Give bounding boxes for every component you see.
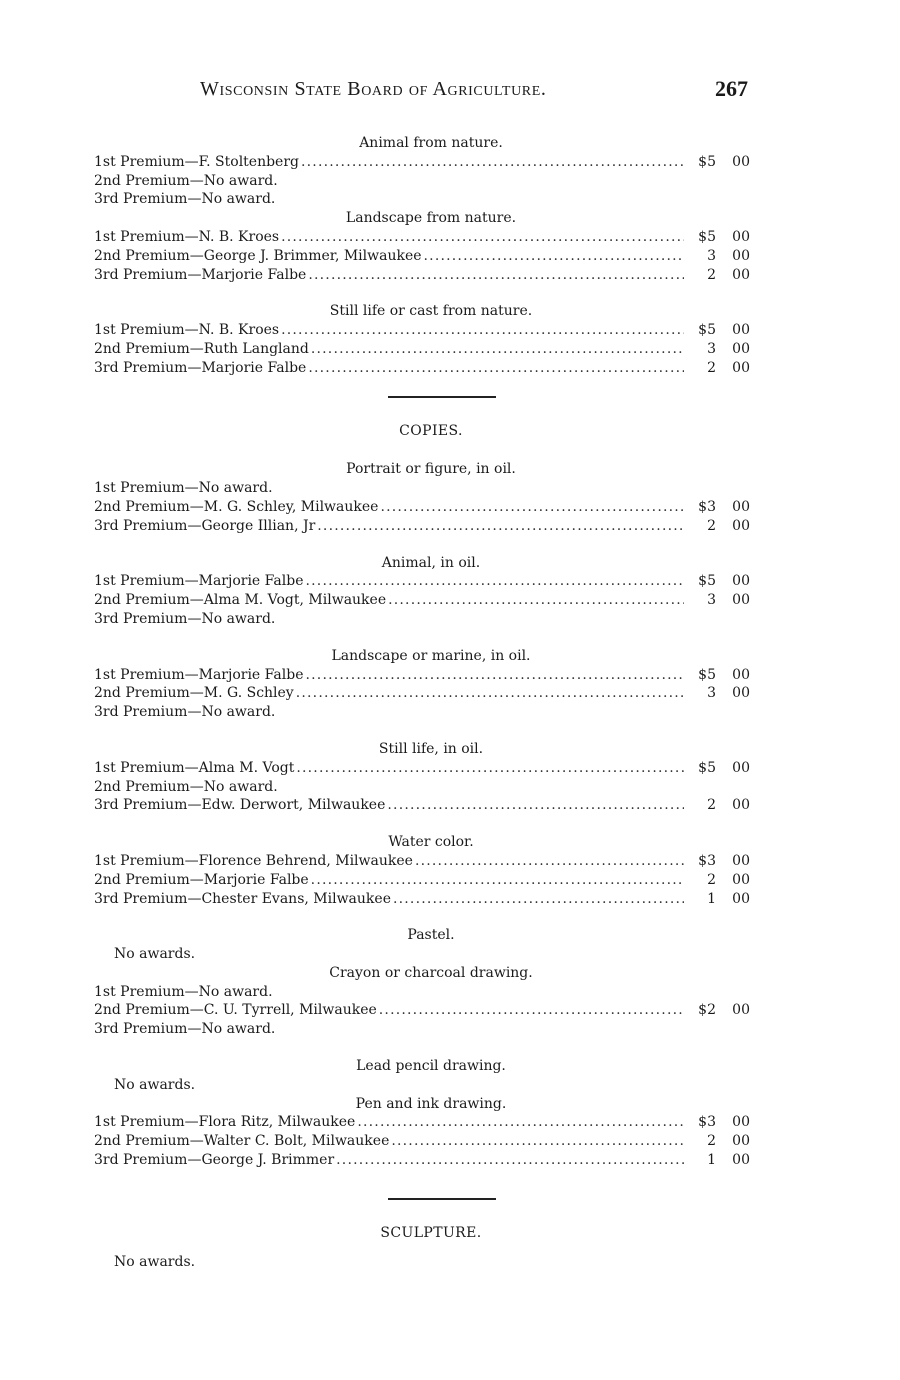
award-amount <box>686 666 750 685</box>
running-title: Wisconsin State Board of Agriculture. <box>200 78 547 100</box>
amount-dollars: $3 <box>698 1114 716 1131</box>
dot-leader <box>281 228 684 247</box>
award-rows <box>94 572 750 628</box>
award-label: 1st Premium—Flora Ritz, Milwaukee <box>94 1114 356 1131</box>
award-amount <box>686 890 750 909</box>
amount-dollars: 2 <box>707 1133 716 1150</box>
amount-cents: 00 <box>732 266 750 283</box>
award-amount <box>686 340 750 359</box>
dot-leader <box>379 1001 684 1020</box>
award-label: 1st Premium—No award. <box>94 480 273 497</box>
award-label: 2nd Premium—No award. <box>94 778 278 795</box>
award-row <box>94 1151 750 1170</box>
award-amount <box>686 498 750 517</box>
award-amount <box>686 266 750 285</box>
amount-cents: 00 <box>732 517 750 534</box>
award-label: 1st Premium—N. B. Kroes <box>94 228 280 245</box>
dot-leader <box>308 359 684 378</box>
amount-dollars: 2 <box>707 797 716 814</box>
award-amount <box>686 359 750 378</box>
award-label: 2nd Premium—Ruth Langland <box>94 340 309 357</box>
award-row <box>94 1113 750 1132</box>
section-title: Animal from nature. <box>359 135 503 151</box>
dot-leader <box>388 591 684 610</box>
section-title: Crayon or charcoal drawing. <box>329 964 533 981</box>
dot-leader <box>311 871 684 890</box>
amount-dollars: $5 <box>698 322 716 339</box>
amount-dollars: $5 <box>698 228 716 245</box>
award-amount <box>686 1113 750 1132</box>
award-row <box>94 1132 750 1151</box>
no-awards-note: No awards. <box>114 946 196 963</box>
amount-cents: 00 <box>732 871 750 888</box>
section-title: Animal, in oil. <box>381 554 481 571</box>
amount-dollars: $3 <box>698 498 716 515</box>
section-title: Still life or cast from nature. <box>329 303 533 320</box>
award-row <box>94 340 750 359</box>
amount-cents: 00 <box>732 592 750 609</box>
award-row <box>94 498 750 517</box>
award-amount <box>686 852 750 871</box>
dot-leader <box>393 890 684 909</box>
dot-leader <box>424 247 684 266</box>
award-row <box>94 684 750 703</box>
award-label: 1st Premium—Alma M. Vogt <box>94 759 295 776</box>
award-amount <box>686 1151 750 1170</box>
category-heading: SCULPTURE. <box>380 1224 482 1241</box>
amount-cents: 00 <box>732 852 750 869</box>
amount-dollars: $5 <box>698 573 716 590</box>
award-label: 2nd Premium—M. G. Schley <box>94 685 294 702</box>
award-rows <box>94 852 750 908</box>
award-amount <box>686 759 750 778</box>
amount-dollars: 3 <box>707 340 716 357</box>
amount-dollars: 3 <box>707 247 716 264</box>
awards-list <box>94 134 750 1271</box>
amount-dollars: 1 <box>707 1152 716 1169</box>
award-amount <box>686 871 750 890</box>
amount-cents: 00 <box>732 322 750 339</box>
amount-cents: 00 <box>732 1133 750 1150</box>
award-row <box>94 852 750 871</box>
award-row <box>94 703 750 722</box>
amount-cents: 00 <box>732 247 750 264</box>
award-label: 3rd Premium—No award. <box>94 704 276 721</box>
section-title: Water color. <box>388 834 474 851</box>
amount-cents: 00 <box>732 498 750 515</box>
section-title: Pen and ink drawing. <box>355 1095 507 1112</box>
amount-dollars: $5 <box>698 759 716 776</box>
award-amount <box>686 153 750 172</box>
section-title: Lead pencil drawing. <box>356 1058 506 1075</box>
award-row <box>94 321 750 340</box>
award-label: 3rd Premium—Marjorie Falbe <box>94 359 307 376</box>
award-row <box>94 247 750 266</box>
award-row <box>94 666 750 685</box>
amount-cents: 00 <box>732 573 750 590</box>
award-label: 3rd Premium—Edw. Derwort, Milwaukee <box>94 797 386 814</box>
award-label: 1st Premium—N. B. Kroes <box>94 322 280 339</box>
award-rows <box>94 153 750 209</box>
award-rows <box>94 666 750 722</box>
dot-leader <box>391 1132 684 1151</box>
award-label: 1st Premium—No award. <box>94 983 273 1000</box>
award-label: 2nd Premium—Walter C. Bolt, Milwaukee <box>94 1133 390 1150</box>
amount-dollars: 2 <box>707 871 716 888</box>
award-row <box>94 871 750 890</box>
amount-cents: 00 <box>732 153 750 170</box>
award-label: 3rd Premium—Chester Evans, Milwaukee <box>94 890 391 907</box>
award-amount <box>686 684 750 703</box>
award-label: 1st Premium—F. Stoltenberg <box>94 153 299 170</box>
amount-dollars: 2 <box>707 359 716 376</box>
award-rows <box>94 759 750 815</box>
award-row <box>94 759 750 778</box>
amount-dollars: 2 <box>707 266 716 283</box>
award-row <box>94 1020 750 1039</box>
award-row <box>94 517 750 536</box>
amount-cents: 00 <box>732 1114 750 1131</box>
amount-dollars: 3 <box>707 685 716 702</box>
award-rows <box>94 479 750 535</box>
dot-leader <box>415 852 684 871</box>
dot-leader <box>311 340 684 359</box>
amount-dollars: $5 <box>698 666 716 683</box>
award-row <box>94 572 750 591</box>
section-title: Pastel. <box>407 927 455 944</box>
award-rows <box>94 321 750 377</box>
amount-cents: 00 <box>732 1152 750 1169</box>
dot-leader <box>296 684 684 703</box>
award-amount <box>686 796 750 815</box>
dot-leader <box>380 498 684 517</box>
award-label: 1st Premium—Florence Behrend, Milwaukee <box>94 852 413 869</box>
dot-leader <box>357 1113 684 1132</box>
section-divider <box>388 1198 496 1200</box>
amount-cents: 00 <box>732 890 750 907</box>
award-label: 2nd Premium—C. U. Tyrrell, Milwaukee <box>94 1002 377 1019</box>
category-heading: COPIES. <box>399 422 463 439</box>
award-row <box>94 228 750 247</box>
award-row <box>94 172 750 191</box>
amount-dollars: 2 <box>707 517 716 534</box>
section-title: Landscape or marine, in oil. <box>331 647 531 664</box>
award-label: 3rd Premium—George Illian, Jr <box>94 517 316 534</box>
award-row <box>94 1001 750 1020</box>
amount-dollars: $2 <box>698 1002 716 1019</box>
no-awards-note: No awards. <box>114 1076 196 1093</box>
dot-leader <box>296 759 684 778</box>
award-amount <box>686 572 750 591</box>
award-label: 2nd Premium—No award. <box>94 172 278 189</box>
award-row <box>94 266 750 285</box>
award-row <box>94 591 750 610</box>
amount-dollars: $3 <box>698 852 716 869</box>
amount-cents: 00 <box>732 340 750 357</box>
amount-dollars: 1 <box>707 890 716 907</box>
award-label: 1st Premium—Marjorie Falbe <box>94 573 304 590</box>
award-amount <box>686 1132 750 1151</box>
no-awards-note: No awards. <box>114 1253 196 1270</box>
award-rows <box>94 228 750 284</box>
award-row <box>94 479 750 498</box>
page-number: 267 <box>715 76 748 101</box>
dot-leader <box>336 1151 684 1170</box>
amount-dollars: $5 <box>698 153 716 170</box>
dot-leader <box>281 321 684 340</box>
award-amount <box>686 247 750 266</box>
amount-cents: 00 <box>732 359 750 376</box>
award-label: 3rd Premium—No award. <box>94 191 276 208</box>
award-label: 3rd Premium—No award. <box>94 610 276 627</box>
award-amount <box>686 228 750 247</box>
section-title: Landscape from nature. <box>345 210 517 227</box>
amount-cents: 00 <box>732 228 750 245</box>
award-label: 2nd Premium—George J. Brimmer, Milwaukee <box>94 247 422 264</box>
award-row <box>94 796 750 815</box>
award-rows <box>94 983 750 1039</box>
dot-leader <box>387 796 684 815</box>
section-title: Still life, in oil. <box>378 740 484 757</box>
dot-leader <box>317 517 684 536</box>
dot-leader <box>306 572 685 591</box>
dot-leader <box>306 666 685 685</box>
award-amount <box>686 517 750 536</box>
amount-cents: 00 <box>732 1002 750 1019</box>
amount-cents: 00 <box>732 685 750 702</box>
section-divider <box>388 396 496 398</box>
amount-cents: 00 <box>732 797 750 814</box>
award-row <box>94 359 750 378</box>
dot-leader <box>301 153 684 172</box>
award-row <box>94 153 750 172</box>
award-label: 3rd Premium—No award. <box>94 1021 276 1038</box>
award-row <box>94 190 750 209</box>
award-amount <box>686 1001 750 1020</box>
award-label: 2nd Premium—Marjorie Falbe <box>94 871 309 888</box>
award-row <box>94 890 750 909</box>
award-row <box>94 983 750 1002</box>
award-amount <box>686 591 750 610</box>
page-header <box>200 78 750 106</box>
award-amount <box>686 321 750 340</box>
award-label: 2nd Premium—Alma M. Vogt, Milwaukee <box>94 592 387 609</box>
award-label: 2nd Premium—M. G. Schley, Milwaukee <box>94 498 379 515</box>
section-title: Portrait or figure, in oil. <box>346 461 516 478</box>
award-row <box>94 610 750 629</box>
amount-cents: 00 <box>732 666 750 683</box>
award-rows <box>94 1113 750 1169</box>
amount-cents: 00 <box>732 759 750 776</box>
award-label: 1st Premium—Marjorie Falbe <box>94 666 304 683</box>
award-label: 3rd Premium—George J. Brimmer <box>94 1152 335 1169</box>
award-label: 3rd Premium—Marjorie Falbe <box>94 266 307 283</box>
dot-leader <box>308 266 684 285</box>
award-row <box>94 778 750 797</box>
amount-dollars: 3 <box>707 592 716 609</box>
